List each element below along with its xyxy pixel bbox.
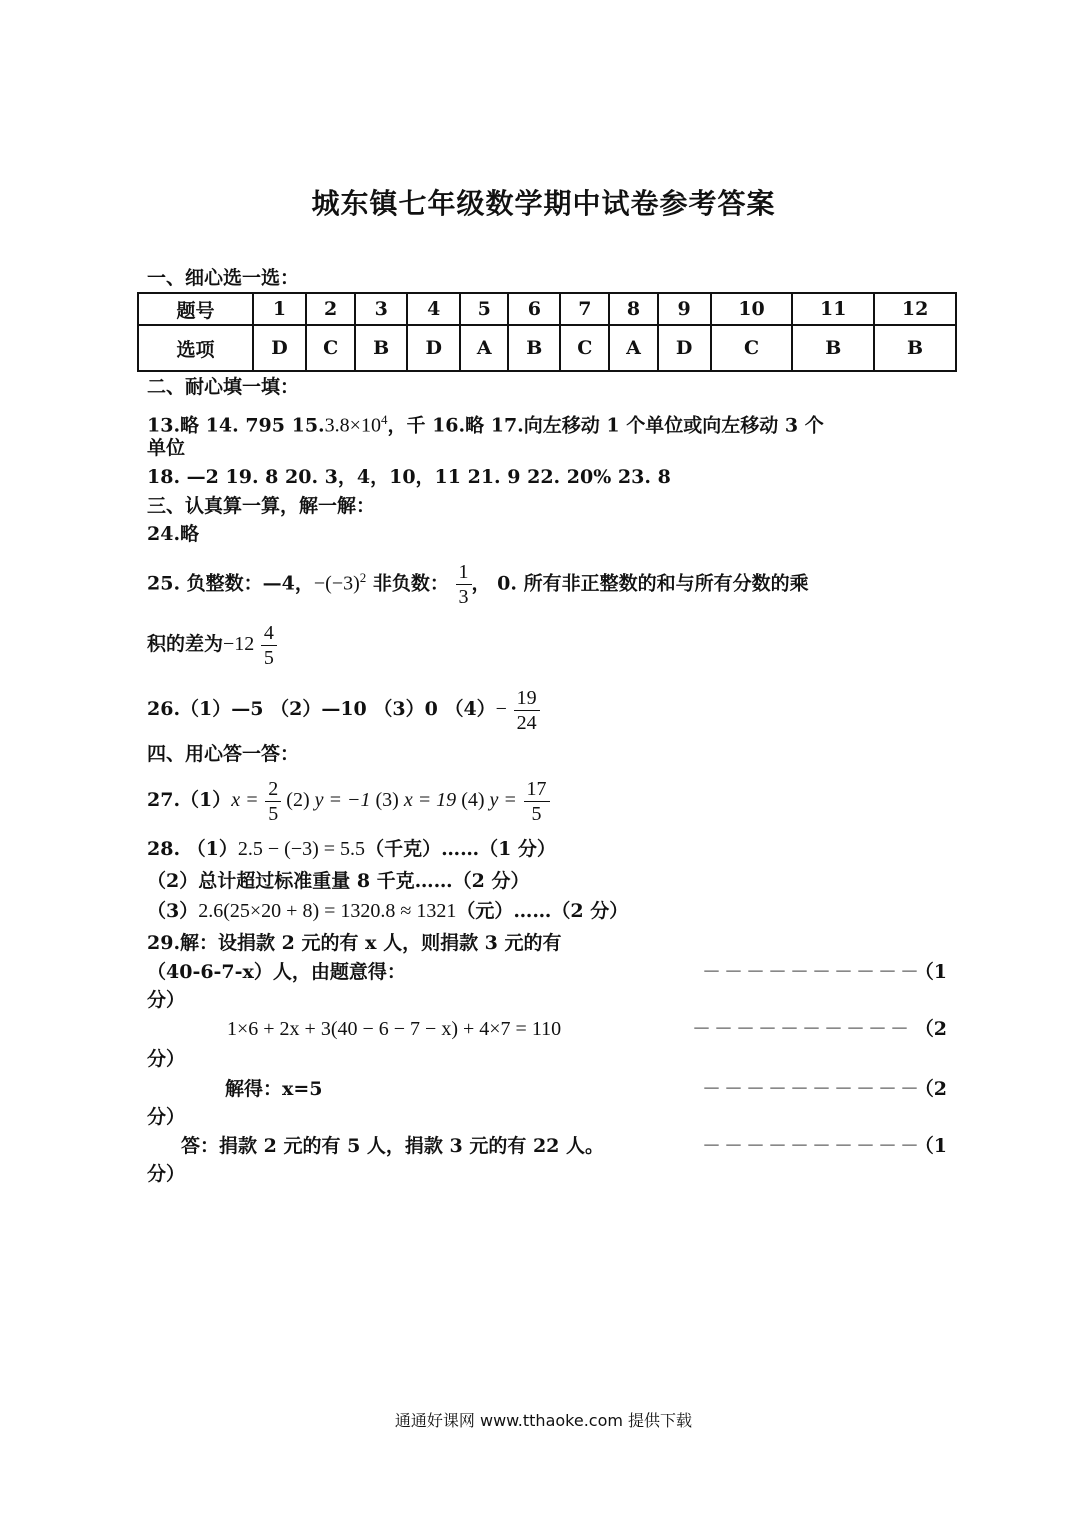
row-label: 题号 [138,293,253,325]
answer-line: 18. —2 19. 8 20. 3，4，10，11 21. 9 22. 20% 23. 8 [147,466,671,488]
score: （1 [914,1135,947,1157]
table-cell: 2 [306,293,355,325]
answer-line [147,683,947,735]
math: − [495,698,507,720]
answer-line: 分） [147,989,186,1011]
page-title: 城东镇七年级数学期中试卷参考答案 [311,187,776,220]
fraction: $\frac{4}{5}$ [261,621,277,670]
section1-heading: 一、细心选一选： [147,267,300,289]
math: 1×6 + 2x + 3(40 − 6 − 7 − x) + 4×7 = 110 [227,1018,562,1040]
table-cell: C [560,325,609,371]
text: （40-6-7-x）人，由题意得： [147,961,406,983]
table-cell: 11 [792,293,874,325]
text: 25. 负整数：—4， [147,572,314,595]
table-cell: 10 [711,293,793,325]
answer-line [147,408,947,437]
math: −12 [223,633,255,655]
table-cell: 9 [658,293,711,325]
table-cell: D [407,325,460,371]
math: x = [231,789,259,811]
table-cell: B [508,325,560,371]
score-dashes: －－－－－－－－－－ [702,961,923,983]
answer-line [147,774,947,826]
table-cell: C [306,325,355,371]
answer-line: 分） [147,1106,186,1128]
math: −(−3) [313,572,360,595]
section4-heading: 四、用心答一答： [147,743,300,765]
section2-heading: 二、耐心填一填： [147,376,300,398]
answer-line: 单位 [147,437,186,459]
math: 2.5 − (−3) = 5.5 [237,838,366,860]
text: 答：捐款 2 元的有 5 人，捐款 3 元的有 22 人。 [181,1135,605,1157]
table-cell: 1 [253,293,306,325]
text: 26.（1）—5 （2）—10 （3）0 （4） [147,698,496,720]
math-exponent: 4 [380,412,388,427]
table-cell: D [253,325,306,371]
table-cell: 7 [560,293,609,325]
table-cell: C [711,325,793,371]
text: ， 0. 所有非正整数的和与所有分数的乘 [471,572,809,595]
fraction: $\frac{19}{24}$ [514,686,540,735]
math: y = [489,789,517,811]
score: （1 [914,961,947,983]
table-cell: 6 [508,293,560,325]
math-exponent: 2 [359,570,367,585]
table-cell: 4 [407,293,460,325]
math: y = −1 [314,789,371,811]
score-dashes: －－－－－－－－－－ [692,1018,913,1040]
fraction: $\frac{1}{3}$ [456,560,472,609]
table-cell: B [355,325,407,371]
answer-line [147,837,947,861]
answer-line: 分） [147,1163,186,1185]
answer-line: 29.解：设捐款 2 元的有 x 人，则捐款 3 元的有 [147,932,562,954]
fraction: $\frac{2}{5}$ [265,777,281,826]
table-cell: 5 [460,293,508,325]
text: 解得：x=5 [225,1078,323,1100]
text: （元）……（2 分） [456,900,629,922]
section3-heading: 三、认真算一算，解一解： [147,495,376,517]
text: (4) [456,789,490,811]
table-cell: B [792,325,874,371]
answer-line [147,618,947,670]
footer-text: 通通好课网 www.tthaoke.com 提供下载 [394,1411,693,1430]
answer-line: 24.略 [147,523,200,545]
math: 3.8×10 [324,414,381,437]
table-cell: 12 [874,293,956,325]
table-cell: 3 [355,293,407,325]
math: 2.6(25×20 + 8) = 1320.8 ≈ 1321 [198,900,457,922]
table-cell: 8 [609,293,657,325]
answer-line: （2）总计超过标准重量 8 千克……（2 分） [147,870,530,892]
score-dashes: －－－－－－－－－－ [702,1078,923,1100]
text: 13.略 14. 795 15. [147,414,325,437]
table-cell: D [658,325,711,371]
table-cell: B [874,325,956,371]
answer-row [138,325,956,371]
score: （2 [914,1018,947,1040]
math: x = 19 [403,789,457,811]
row-label: 选项 [138,325,253,371]
score: （2 [914,1078,947,1100]
fraction: $\frac{17}{5}$ [524,777,550,826]
question-number-row [138,293,956,325]
score-dashes: －－－－－－－－－－ [702,1135,923,1157]
text: （3） [147,900,199,922]
text: 积的差为 [147,633,224,655]
text: ，千 16.略 17.向左移动 1 个单位或向左移动 3 个 [387,414,824,437]
text: (2) [281,789,315,811]
text: 非负数： [366,572,449,595]
table-cell: A [609,325,657,371]
answer-table [137,292,957,372]
answer-line [147,552,947,609]
text: 28. （1） [147,838,238,860]
table-cell: A [460,325,508,371]
text: 27.（1） [147,789,232,811]
text: (3) [370,789,404,811]
answer-line [147,899,947,923]
answer-line [147,960,947,984]
answer-line: 分） [147,1048,186,1070]
text: （千克）……（1 分） [365,838,556,860]
